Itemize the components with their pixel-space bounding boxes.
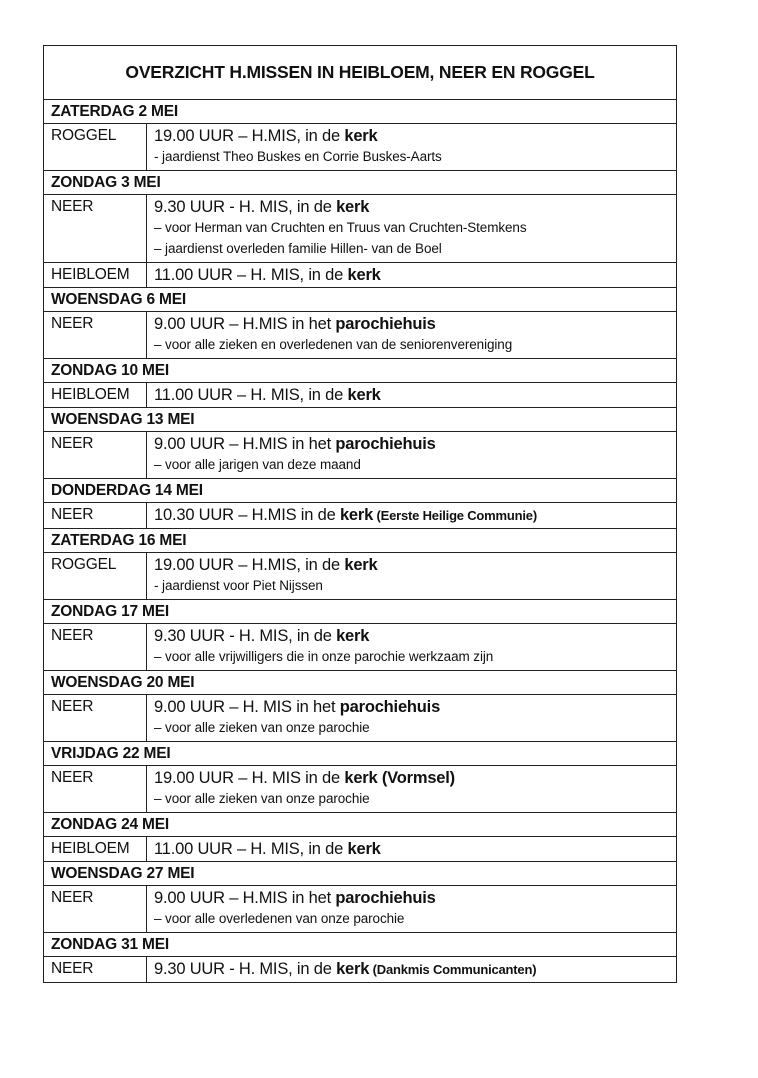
day-header: WOENSDAG 13 MEI [44, 408, 676, 432]
place-cell: NEER [44, 432, 147, 478]
mass-time-text: 19.00 UUR – H.MIS, in de [154, 556, 345, 574]
mass-location: kerk (Vormsel) [344, 769, 455, 787]
mass-time-line [154, 624, 676, 648]
mass-time-line [154, 886, 676, 910]
mass-time-text: 9.30 UUR - H. MIS, in de [154, 960, 337, 978]
mass-time-text: 9.00 UUR – H. MIS in het [154, 698, 340, 716]
place-cell: HEIBLOEM [44, 837, 147, 861]
mass-time-line [154, 957, 676, 982]
mass-row [44, 624, 676, 671]
mass-detail-cell [147, 432, 676, 478]
mass-detail-cell [147, 886, 676, 932]
mass-time-line [154, 553, 676, 577]
day-header: ZATERDAG 16 MEI [44, 529, 676, 553]
mass-detail-cell [147, 695, 676, 741]
mass-location: kerk [336, 627, 370, 645]
mass-time-text: 11.00 UUR – H. MIS, in de [154, 840, 348, 858]
mass-row [44, 837, 676, 862]
day-header: WOENSDAG 6 MEI [44, 288, 676, 312]
place-cell: NEER [44, 695, 147, 741]
mass-row [44, 553, 676, 600]
place-cell: NEER [44, 886, 147, 932]
mass-location: kerk [339, 506, 374, 524]
mass-time-text: 19.00 UUR – H. MIS in de [154, 769, 345, 787]
mass-detail-cell [147, 383, 676, 407]
mass-location: parochiehuis [335, 315, 436, 333]
mass-note: (Dankmis Communicanten) [369, 962, 537, 977]
mass-location: kerk [344, 127, 378, 145]
mass-time-line [154, 263, 676, 287]
day-header: ZONDAG 17 MEI [44, 600, 676, 624]
mass-time-line [154, 124, 676, 148]
mass-row [44, 503, 676, 529]
intentions-list [154, 217, 676, 262]
day-header: ZONDAG 31 MEI [44, 933, 676, 957]
mass-location: kerk [347, 840, 381, 858]
mass-schedule-table [43, 45, 677, 983]
mass-row [44, 383, 676, 408]
mass-detail-cell [147, 553, 676, 599]
mass-row [44, 432, 676, 479]
day-header: ZONDAG 24 MEI [44, 813, 676, 837]
intention-item: – voor alle zieken en overledenen van de seniorenvereniging [154, 337, 513, 352]
intention-item: - jaardienst Theo Buskes en Corrie Buskes-Aarts [154, 149, 442, 164]
mass-location: parochiehuis [335, 889, 436, 907]
intentions-list [154, 146, 676, 170]
mass-detail-cell [147, 503, 676, 528]
place-cell: HEIBLOEM [44, 383, 147, 407]
mass-row [44, 695, 676, 742]
mass-detail-cell [147, 124, 676, 170]
mass-location: kerk [336, 198, 370, 216]
day-header: DONDERDAG 14 MEI [44, 479, 676, 503]
mass-detail-cell [147, 263, 676, 287]
mass-location: kerk [344, 556, 378, 574]
place-cell: ROGGEL [44, 124, 147, 170]
mass-time-line [154, 766, 676, 790]
mass-detail-cell [147, 957, 676, 982]
mass-location: kerk [347, 386, 381, 404]
mass-row [44, 312, 676, 359]
mass-detail-cell [147, 837, 676, 861]
mass-time-text: 19.00 UUR – H.MIS, in de [154, 127, 345, 145]
intentions-list [154, 646, 676, 670]
mass-time-line [154, 383, 676, 407]
mass-time-text: 10.30 UUR – H.MIS in de [154, 506, 340, 524]
mass-detail-cell [147, 624, 676, 670]
intention-item: – jaardienst overleden familie Hillen- van de Boel [154, 241, 442, 256]
mass-row [44, 124, 676, 171]
mass-row [44, 195, 676, 263]
intentions-list [154, 717, 676, 741]
mass-time-text: 9.00 UUR – H.MIS in het [154, 435, 336, 453]
mass-note: (Eerste Heilige Communie) [373, 508, 537, 523]
place-cell: NEER [44, 195, 147, 262]
mass-detail-cell [147, 766, 676, 812]
mass-time-text: 9.30 UUR - H. MIS, in de [154, 198, 337, 216]
mass-time-text: 9.00 UUR – H.MIS in het [154, 315, 336, 333]
place-cell: NEER [44, 766, 147, 812]
intention-item: – voor alle overledenen van onze parochie [154, 911, 405, 926]
place-cell: HEIBLOEM [44, 263, 147, 287]
day-header: ZONDAG 3 MEI [44, 171, 676, 195]
day-header: WOENSDAG 20 MEI [44, 671, 676, 695]
intention-item: – voor alle vrijwilligers die in onze parochie werkzaam zijn [154, 649, 494, 664]
place-cell: NEER [44, 957, 147, 982]
intentions-list [154, 334, 676, 358]
intentions-list [154, 908, 676, 932]
place-cell: NEER [44, 624, 147, 670]
schedule-body [44, 100, 676, 983]
mass-detail-cell [147, 195, 676, 262]
mass-location: kerk [347, 266, 381, 284]
day-header: ZATERDAG 2 MEI [44, 100, 676, 124]
mass-time-line [154, 837, 676, 861]
mass-row [44, 263, 676, 288]
intention-item: – voor alle zieken van onze parochie [154, 791, 370, 806]
place-cell: NEER [44, 503, 147, 528]
mass-row [44, 886, 676, 933]
mass-row [44, 766, 676, 813]
intention-item: - jaardienst voor Piet Nijssen [154, 578, 323, 593]
mass-time-line [154, 195, 676, 219]
mass-time-text: 9.30 UUR - H. MIS, in de [154, 627, 337, 645]
mass-time-line [154, 695, 676, 719]
mass-time-line [154, 312, 676, 336]
mass-detail-cell [147, 312, 676, 358]
mass-location: kerk [336, 960, 370, 978]
mass-time-text: 11.00 UUR – H. MIS, in de [154, 266, 348, 284]
intention-item: – voor alle zieken van onze parochie [154, 720, 370, 735]
day-header: ZONDAG 10 MEI [44, 359, 676, 383]
page-title: OVERZICHT H.MISSEN IN HEIBLOEM, NEER EN ROGGEL [44, 46, 676, 100]
day-header: VRIJDAG 22 MEI [44, 742, 676, 766]
place-cell: ROGGEL [44, 553, 147, 599]
place-cell: NEER [44, 312, 147, 358]
intentions-list [154, 575, 676, 599]
intentions-list [154, 788, 676, 812]
mass-location: parochiehuis [335, 435, 436, 453]
intention-item: – voor Herman van Cruchten en Truus van Cruchten-Stemkens [154, 220, 527, 235]
intention-item: – voor alle jarigen van deze maand [154, 457, 361, 472]
mass-time-line [154, 432, 676, 456]
mass-time-line [154, 503, 676, 528]
day-header: WOENSDAG 27 MEI [44, 862, 676, 886]
intentions-list [154, 454, 676, 478]
mass-row [44, 957, 676, 983]
mass-time-text: 9.00 UUR – H.MIS in het [154, 889, 336, 907]
mass-time-text: 11.00 UUR – H. MIS, in de [154, 386, 348, 404]
mass-location: parochiehuis [339, 698, 441, 716]
